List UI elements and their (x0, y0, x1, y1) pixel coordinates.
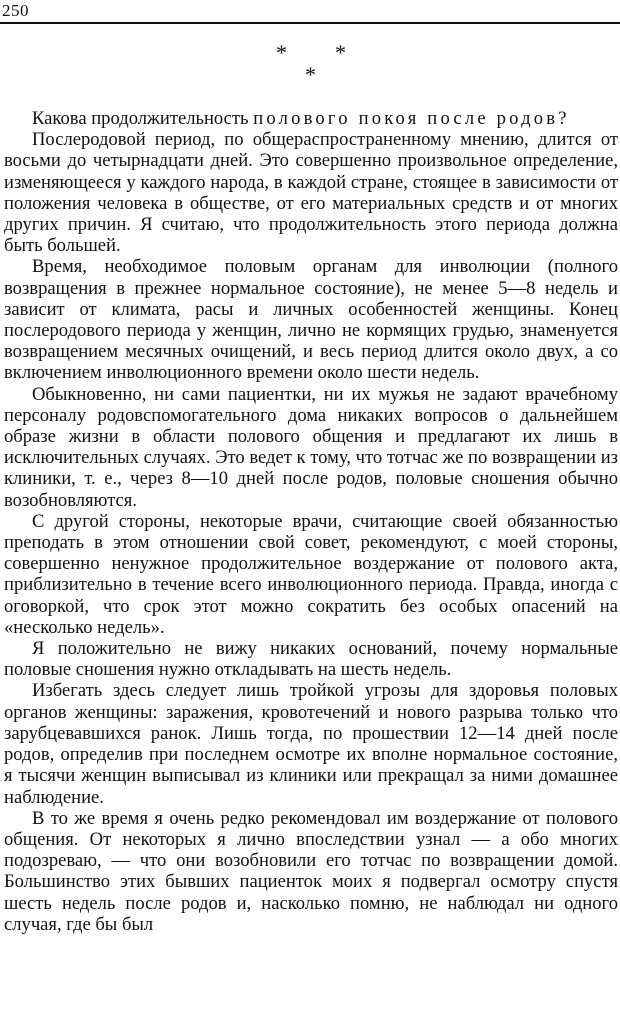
paragraph-question (4, 108, 618, 129)
question-lead: Какова продолжительность (32, 108, 254, 129)
asterisk: * (305, 62, 316, 87)
body-text (4, 108, 618, 935)
paragraph: С другой стороны, некоторые врачи, считающие своей обязанностью преподать в этом отношении свой совет, рекомендуют, с моей стороны, совершенно ненужное продолжительное воздержание от полового акта, приблизительно в течение всего инволюционного периода. Правда, иногда с оговоркой, что срок этот можно сократить без особых опасений на «несколько недель». (4, 510, 618, 638)
question-spaced: полового покоя после родов? (253, 108, 570, 129)
asterisk: * (335, 40, 346, 65)
paragraph: Избегать здесь следует лишь тройкой угрозы для здоровья половых органов женщины: заражения, кровотечений и нового разрыва только что зарубцевавшихся ранок. Лишь тогда, по прошествии 12—14 дней после родов, определив при последнем осмотре их вполне нормальное состояние, я тысячи женщин выписывал из клиники или прекращал за ними домашнее наблюдение. (4, 680, 618, 808)
paragraph: Я положительно не вижу никаких оснований, почему нормальные половые сношения нужно откладывать на шесть недель. (4, 638, 618, 681)
header-rule (0, 22, 620, 24)
asterisk: * (276, 40, 287, 65)
section-break-asterisks (0, 40, 620, 87)
paragraph: Послеродовой период, по общераспространенному мнению, длится от восьми до четырнадцати дней. Это совершенно произвольное определение, изменяющееся у каждого народа, в каждой стране, стоящее в зависимости от положения человека в обществе, от его материальных средств и от многих других причин. Я считаю, что продолжительность этого периода должна быть большей. (4, 129, 618, 257)
paragraph: Обыкновенно, ни сами пациентки, ни их мужья не задают врачебному персоналу родовспомогательного дома никаких вопросов о дальнейшем образе жизни в области полового общения и предлагают их лишь в исключительных случаях. Это ведет к тому, что тотчас же по возвращении из клиники, т. е., через 8—10 дней после родов, половые сношения обычно возобновляются. (4, 383, 618, 511)
page-number: 250 (2, 1, 29, 20)
paragraph: Время, необходимое половым органам для инволюции (полного возвращения в прежнее нормальное состояние), не менее 5—8 недель и зависит от климата, расы и личных особенностей женщины. Конец послеродового периода у женщин, лично не кормящих грудью, знаменуется возвращением месячных очищений, и весь период длится около двух, а со включением инволюционного времени около шести недель. (4, 256, 618, 384)
paragraph: В то же время я очень редко рекомендовал им воздержание от полового общения. От некоторых я лично впоследствии узнал — а обо многих подозреваю, — что они возобновили его тотчас по возвращении домой. Большинство этих бывших пациенток моих я подвергал осмотру спустя шесть недель после родов и, насколько помню, не наблюдал ни одного случая, где бы был (4, 807, 618, 935)
